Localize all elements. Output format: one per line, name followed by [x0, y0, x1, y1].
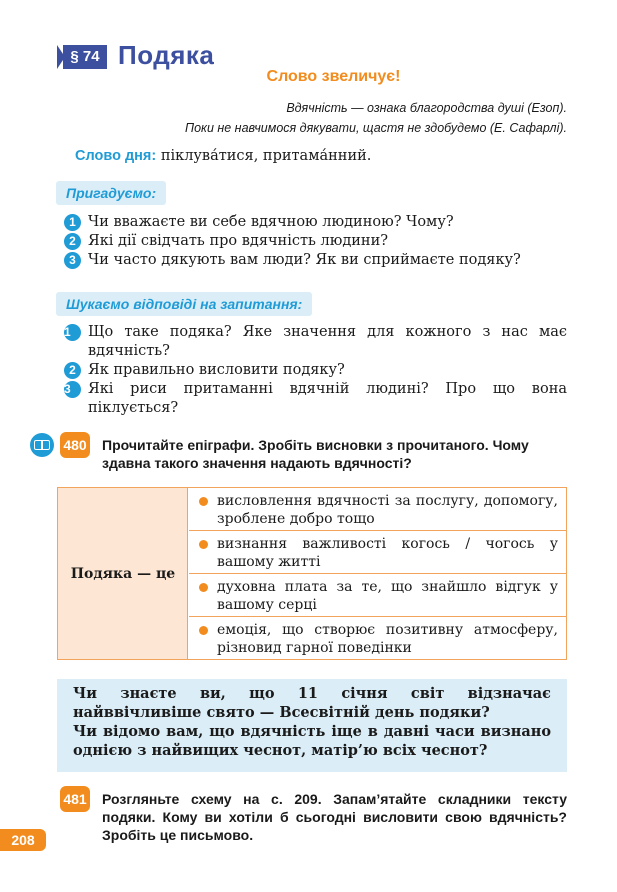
table-term-cell [58, 488, 188, 659]
list-item [64, 323, 567, 361]
definition-text: висловлення вдячності за послугу, допомогу, зроблене добро тощо [217, 493, 558, 527]
number-badge: 2 [64, 233, 81, 250]
exercise-480-badge: 480 [60, 432, 90, 458]
list-item [64, 251, 567, 270]
book-icon [30, 433, 54, 457]
recall-heading: Пригадуємо: [56, 181, 166, 205]
recall-questions [64, 213, 567, 270]
bullet-icon [199, 626, 208, 635]
did-you-know-box [57, 679, 567, 772]
table-term: Подяка — це [70, 566, 176, 582]
section-number: § 74 [63, 45, 107, 69]
number-badge: 3 [64, 252, 81, 269]
epigraph-2: Поки не навчимося дякувати, щастя не здобудемо (Е. Сафарлі). [185, 121, 567, 135]
exercise-481-text: Розгляньте схему на с. 209. Запам’ятайте складники тексту подяки. Кому ви хотіли б сьогодні висловити свою вдячність? Зробіть це письмово. [102, 791, 567, 843]
table-row [189, 574, 566, 617]
question-text: Які риси притаманні вдячній людині? Про що вона піклується? [88, 381, 567, 416]
list-item [64, 213, 567, 232]
search-heading: Шукаємо відповіді на запитання: [56, 292, 312, 316]
book-page-left [34, 440, 42, 450]
table-row [189, 617, 566, 659]
question-text: Що таке подяка? Яке значення для кожного з нас має вдячність? [88, 324, 567, 359]
bullet-icon [199, 583, 208, 592]
number-badge: 1 [64, 214, 81, 231]
definition-text: визнання важливості когось / чогось у вашому житті [217, 536, 558, 570]
info-line-2: Чи відомо вам, що вдячність іще в давні часи визнано однією з найвищих чеснот, матір’ю всіх чеснот? [73, 723, 551, 759]
word-of-day-label: Слово дня: [75, 148, 157, 164]
page-number: 208 [0, 829, 46, 851]
definition-text: духовна плата за те, що знайшло відгук у вашому серці [217, 579, 558, 613]
word-of-day-words: піклува́тися, притама́нний. [160, 148, 372, 164]
number-badge: 2 [64, 362, 81, 379]
definition-text: емоція, що створює позитивну атмосферу, різновид гарної поведінки [217, 622, 558, 656]
question-text: Як правильно висловити подяку? [88, 362, 345, 378]
table-row [189, 531, 566, 574]
question-text: Чи вважаєте ви себе вдячною людиною? Чому? [88, 214, 454, 230]
search-questions [64, 323, 567, 418]
book-page-right [42, 440, 50, 450]
epigraph-1: Вдячність — ознака благородства душі (Езоп). [286, 101, 567, 115]
list-item [64, 361, 567, 380]
page-subtitle: Слово звеличує! [266, 68, 401, 85]
table-row [189, 488, 566, 531]
number-badge: 1 [64, 324, 81, 341]
list-item [64, 232, 567, 251]
question-text: Які дії свідчать про вдячність людини? [88, 233, 389, 249]
section-number-tag [57, 45, 107, 69]
info-line-1: Чи знаєте ви, що 11 січня світ відзначає найввічливіше свято — Всесвітній день подяки? [73, 685, 551, 721]
exercise-481-badge: 481 [60, 786, 90, 812]
list-item [64, 380, 567, 418]
bullet-icon [199, 540, 208, 549]
word-of-day [75, 148, 371, 164]
number-badge: 3 [64, 381, 81, 398]
exercise-480-text: Прочитайте епіграфи. Зробіть висновки з прочитаного. Чому здавна такого значення надають вдячності? [102, 437, 529, 471]
definition-table [57, 487, 567, 660]
page-title: Подяка [118, 40, 215, 70]
bullet-icon [199, 497, 208, 506]
question-text: Чи часто дякують вам люди? Як ви сприймаєте подяку? [88, 252, 521, 268]
